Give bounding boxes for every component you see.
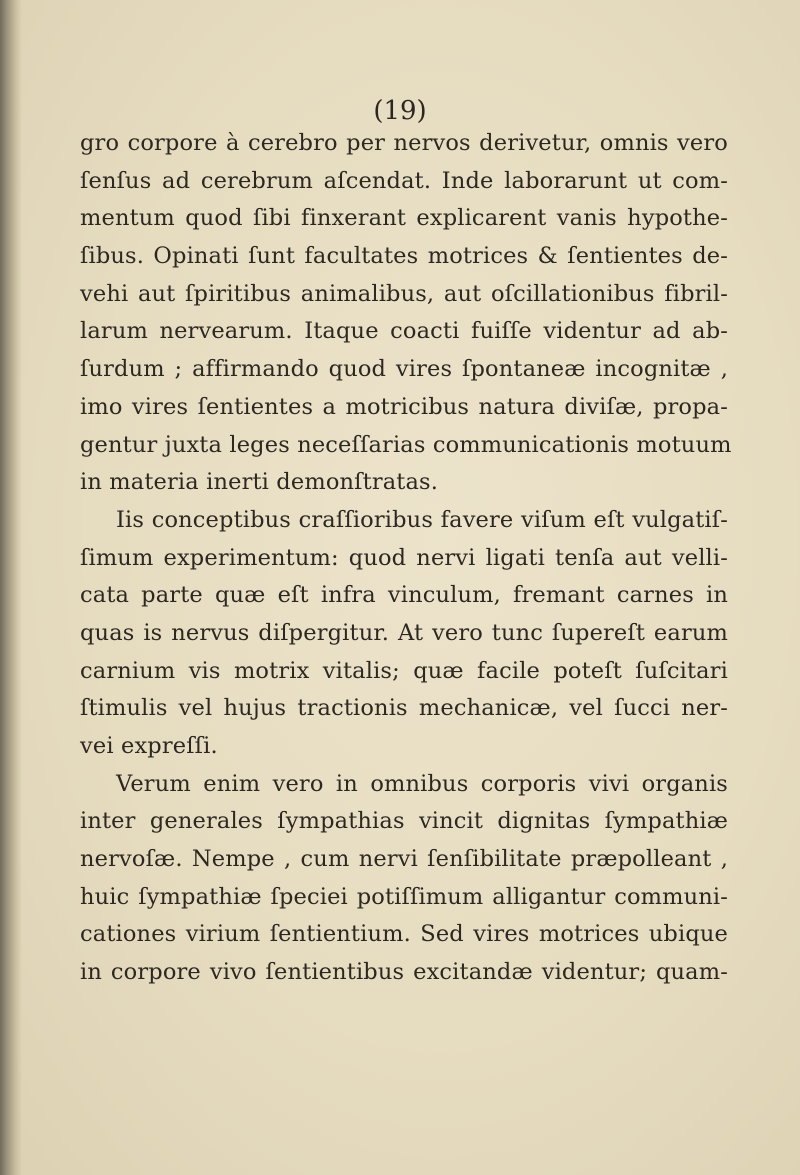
text-line: vehi aut ſpiritibus animalibus, aut oſcillationibus fibril- bbox=[80, 280, 728, 307]
text-line: ſimum experimentum: quod nervi ligati tenſa aut velli- bbox=[80, 544, 728, 571]
paragraph-3 bbox=[80, 766, 728, 992]
text-line: imo vires ſentientes a motricibus natura diviſæ, propa- bbox=[80, 393, 728, 420]
text-line: ſtimulis vel hujus tractionis mechanicæ, vel ſucci ner- bbox=[80, 695, 728, 722]
text-line: in corpore vivo ſentientibus excitandæ videntur; quam- bbox=[80, 959, 728, 986]
text-line: Verum enim vero in omnibus corporis vivi organis bbox=[116, 770, 728, 797]
text-line: larum nervearum. Itaque coacti fuiſſe videntur ad ab- bbox=[80, 318, 728, 345]
text-line: nervoſæ. Nempe , cum nervi ſenſibilitate præpolleant , bbox=[80, 846, 728, 873]
page-number: (19) bbox=[373, 96, 427, 126]
paragraph-2 bbox=[80, 502, 728, 766]
text-line: ſibus. Opinati ſunt facultates motrices & ſentientes de- bbox=[80, 243, 728, 270]
text-line: vei expreſſi. bbox=[80, 733, 218, 759]
page-binding-edge bbox=[0, 0, 22, 1175]
text-line: Iis conceptibus craſſioribus favere viſum eſt vulgatiſ- bbox=[116, 506, 728, 533]
text-line: quas is nervus diſpergitur. At vero tunc ſupereſt earum bbox=[80, 619, 728, 646]
text-line: cationes virium ſentientium. Sed vires motrices ubique bbox=[80, 921, 728, 948]
text-line: gro corpore à cerebro per nervos derivetur, omnis vero bbox=[80, 130, 728, 156]
text-line: inter generales ſympathias vincit dignitas ſympathiæ bbox=[80, 808, 728, 835]
text-line: mentum quod ſibi finxerant explicarent vanis hypothe- bbox=[80, 205, 728, 232]
text-line: in materia inerti demonſtratas. bbox=[80, 469, 439, 496]
text-line: cata parte quæ eſt infra vinculum, fremant carnes in bbox=[80, 582, 728, 609]
text-line: carnium vis motrix vitalis; quæ facile poteſt ſuſcitari bbox=[80, 657, 728, 684]
text-line: huic ſympathiæ ſpeciei potiſſimum alligantur communi- bbox=[80, 883, 728, 910]
text-line: gentur juxta leges neceſſarias communicationis motuum bbox=[80, 431, 732, 458]
text-line: ſenſus ad cerebrum aſcendat. Inde laborarunt ut com- bbox=[80, 167, 728, 194]
paragraph-1 bbox=[80, 125, 732, 502]
text-line: ſurdum ; affirmando quod vires ſpontaneæ incognitæ , bbox=[80, 356, 728, 383]
body-text bbox=[80, 125, 732, 992]
